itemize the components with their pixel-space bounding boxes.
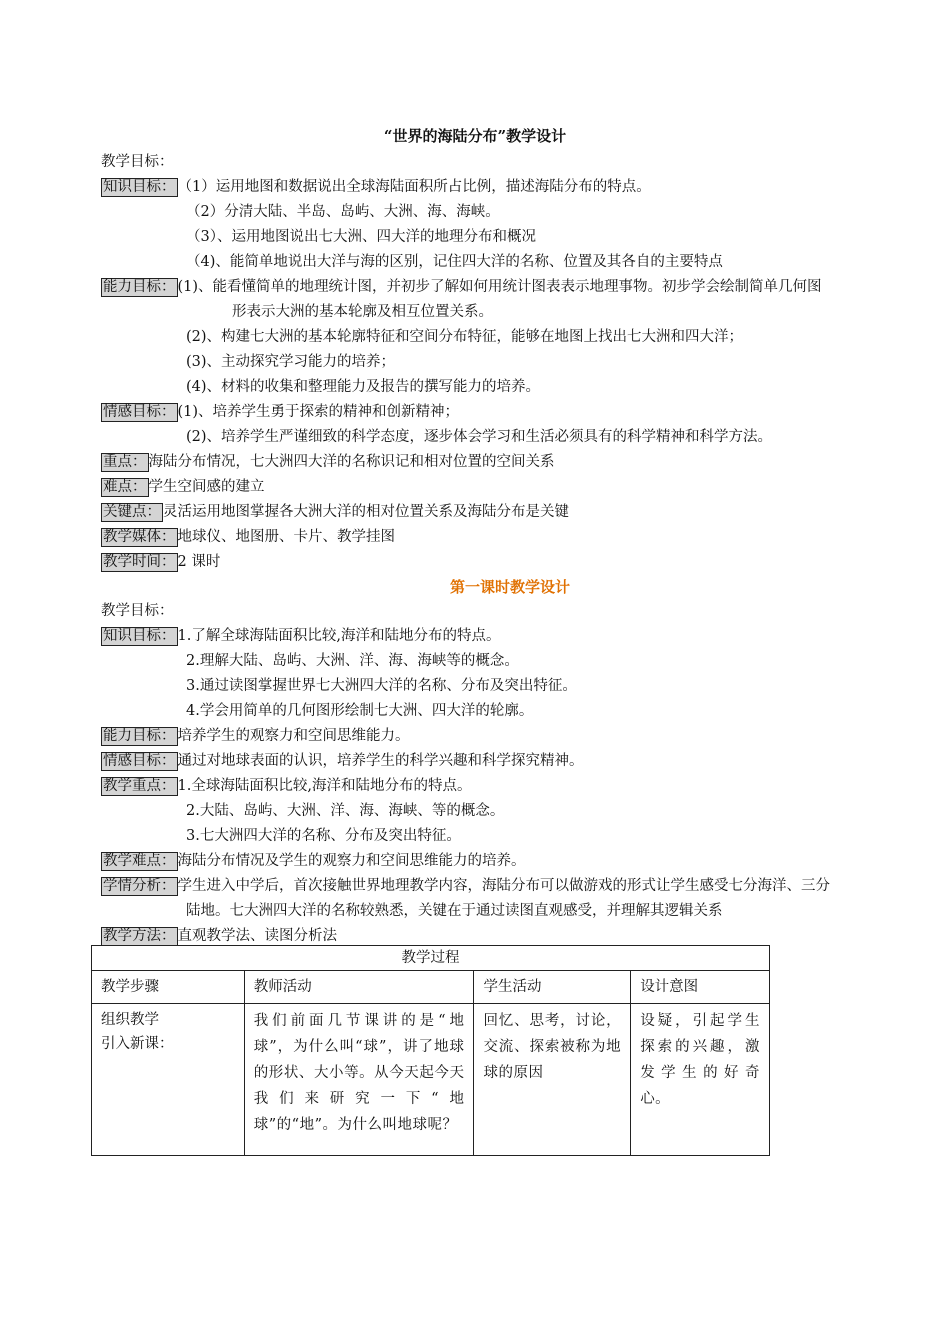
section2-method-label: 教学方法： [103,928,176,944]
section2-difficult-label: 教学难点： [103,853,176,869]
student-activity-cell: 回忆、思考，讨论，交流、探索被称为地球的原因 [474,1004,631,1156]
section1-media-text: 地球仪、地图册、卡片、教学挂图 [177,529,395,545]
section1-ability-item: (1)、能看懂简单的地理统计图，并初步了解如何用统计图表表示地理事物。初步学会绘制简单几何图 [177,279,822,295]
section1-ability-item: (4)、材料的收集和整理能力及报告的撰写能力的培养。 [186,379,541,395]
section1-ability-item: 形表示大洲的基本轮廓及相互位置关系。 [232,304,493,320]
section1-difficult-label: 难点： [103,479,147,495]
section1-key-label: 重点： [103,454,147,470]
table-title-row [92,946,770,971]
section2-knowledge-item: 1.了解全球海陆面积比较,海洋和陆地分布的特点。 [177,628,501,644]
section1-time-label: 教学时间： [103,554,176,570]
section2-knowledge-label: 知识目标： [103,628,176,644]
section1-knowledge-line-1 [101,177,651,197]
section2-method-line [101,926,337,946]
column-header: 学生活动 [474,971,631,1004]
section1-key-line [101,452,555,472]
section1-emotion-item: (2)、培养学生严谨细致的科学态度，逐步体会学习和生活必须具有的科学精神和科学方法。 [186,429,773,445]
section1-knowledge-item: （1）运用地图和数据说出全球海陆面积所占比例，描述海陆分布的特点。 [177,179,651,195]
section1-ability-line-1 [101,277,822,297]
section2-knowledge-item: 4.学会用简单的几何图形绘制七大洲、四大洋的轮廓。 [186,703,534,719]
teacher-activity-cell: 我们前面几节课讲的是“地球”，为什么叫“球”，讲了地球的形状、大小等。从今天起今天我们来研究一下“地球”的“地”。为什么叫地球呢？ [244,1004,474,1156]
section1-heading: 教学目标： [101,154,174,170]
section1-knowledge-item: （3）、运用地图说出七大洲、四大洋的地理分布和概况 [186,229,536,245]
section1-difficult-text: 学生空间感的建立 [148,479,265,495]
section2-knowledge-item: 3.通过读图掌握世界七大洲四大洋的名称、分布及突出特征。 [186,678,577,694]
section1-key-text: 海陆分布情况，七大洲四大洋的名称识记和相对位置的空间关系 [148,454,555,470]
section2-ability-line [101,726,410,746]
section1-media-line [101,527,395,547]
document-title: “世界的海陆分布”教学设计 [383,127,567,145]
teaching-process-table [91,945,770,1156]
section1-knowledge-item: （4)、能简单地说出大洋与海的区别，记住四大洋的名称、位置及其各自的主要特点 [186,254,723,270]
section1-ability-item: (2)、构建七大洲的基本轮廓特征和空间分布特征，能够在地图上找出七大洲和四大洋； [186,329,744,345]
column-header: 教师活动 [244,971,474,1004]
section2-method-text: 直观教学法、读图分析法 [177,928,337,944]
lesson1-title: 第一课时教学设计 [449,578,570,596]
design-intent-cell: 设疑，引起学生探索的兴趣，激发学生的好奇心。 [631,1004,770,1156]
section1-emotion-item: (1)、培养学生勇于探索的精神和创新精神； [177,404,460,420]
section2-key-label: 教学重点： [103,778,176,794]
section1-ability-label: 能力目标： [103,279,176,295]
section2-analysis-line-1 [101,876,830,896]
section2-key-item: 2.大陆、岛屿、大洲、洋、海、海峡、等的概念。 [186,803,505,819]
section1-crux-text: 灵活运用地图掌握各大洲大洋的相对位置关系及海陆分布是关键 [163,504,569,520]
step-line: 组织教学 [101,1012,159,1028]
section1-crux-line [101,502,569,522]
section1-time-line [101,552,220,572]
column-header: 设计意图 [631,971,770,1004]
section2-key-item: 1.全球海陆面积比较,海洋和陆地分布的特点。 [177,778,472,794]
section2-key-item: 3.七大洲四大洋的名称、分布及突出特征。 [186,828,461,844]
section2-analysis-item: 陆地。七大洲四大洋的名称较熟悉，关键在于通过读图直观感受，并理解其逻辑关系 [186,903,723,919]
section2-ability-text: 培养学生的观察力和空间思维能力。 [177,728,410,744]
section2-knowledge-item: 2.理解大陆、岛屿、大洲、洋、海、海峡等的概念。 [186,653,519,669]
section1-media-label: 教学媒体： [103,529,176,545]
section2-analysis-label: 学情分析： [103,878,176,894]
section1-knowledge-label: 知识目标： [103,179,176,195]
section2-emotion-text: 通过对地球表面的认识，培养学生的科学兴趣和科学探究精神。 [177,753,584,769]
section2-difficult-text: 海陆分布情况及学生的观察力和空间思维能力的培养。 [177,853,526,869]
section1-emotion-label: 情感目标： [103,404,176,420]
section1-ability-item: (3)、主动探究学习能力的培养； [186,354,396,370]
section1-knowledge-item: （2）分清大陆、半岛、岛屿、大洲、海、海峡。 [186,204,500,220]
table-header-row [92,971,770,1004]
section1-crux-label: 关键点： [103,504,161,520]
section2-difficult-line [101,851,526,871]
section2-analysis-item: 学生进入中学后，首次接触世界地理教学内容，海陆分布可以做游戏的形式让学生感受七分海洋、三分 [177,878,830,894]
section2-knowledge-line-1 [101,626,500,646]
section2-emotion-line [101,751,584,771]
table-title: 教学过程 [92,946,770,971]
section1-difficult-line [101,477,265,497]
table-row [92,1004,770,1156]
section2-key-line-1 [101,776,471,796]
step-cell [92,1004,245,1156]
section2-emotion-label: 情感目标： [103,753,176,769]
step-line: 引入新课： [101,1036,174,1052]
column-header: 教学步骤 [92,971,245,1004]
section2-ability-label: 能力目标： [103,728,176,744]
section2-heading: 教学目标： [101,603,174,619]
section1-emotion-line-1 [101,402,459,422]
section1-time-text: 2 课时 [177,554,221,570]
